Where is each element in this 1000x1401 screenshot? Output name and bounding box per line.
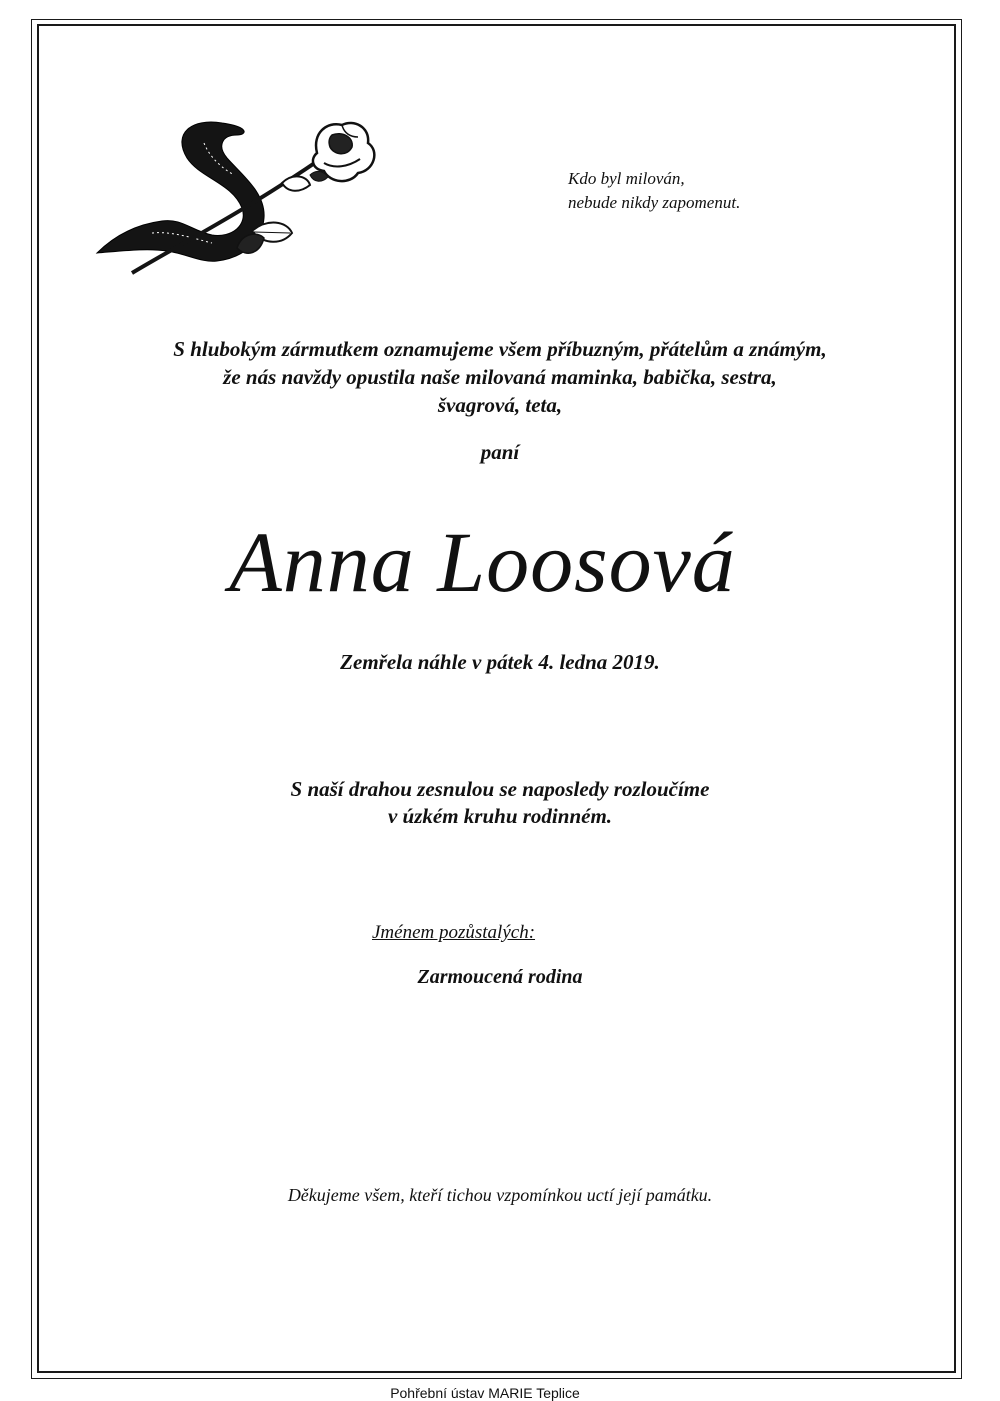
motto-line-1: Kdo byl milován,: [568, 169, 685, 188]
announcement-line-2: že nás navždy opustila naše milovaná maminka, babička, sestra,: [223, 365, 777, 389]
rose-with-ribbon-icon: [92, 113, 392, 288]
thanks-note: Děkujeme všem, kteří tichou vzpomínkou uctí její památku.: [287, 1185, 713, 1205]
death-notice: Zemřela náhle v pátek 4. ledna 2019.: [340, 650, 660, 674]
farewell-line-2: v úzkém kruhu rodinném.: [387, 804, 613, 828]
announcement-line-3: švagrová, teta,: [437, 393, 563, 417]
signature: Zarmoucená rodina: [417, 966, 583, 988]
announcement: [40, 335, 960, 419]
honorific: paní: [480, 440, 520, 464]
announcement-line-1: S hlubokým zármutkem oznamujeme všem příbuzným, přátelům a známým,: [173, 337, 827, 361]
deceased-name: Anna Loosová: [229, 514, 736, 610]
farewell-notice: [40, 776, 960, 830]
on-behalf-label: Jménem pozůstalých:: [372, 922, 536, 943]
motto: [568, 167, 828, 215]
funeral-service-footer: Pohřební ústav MARIE Teplice: [390, 1385, 580, 1401]
motto-line-2: nebude nikdy zapomenut.: [568, 193, 741, 212]
farewell-line-1: S naší drahou zesnulou se naposledy rozloučíme: [290, 777, 710, 801]
